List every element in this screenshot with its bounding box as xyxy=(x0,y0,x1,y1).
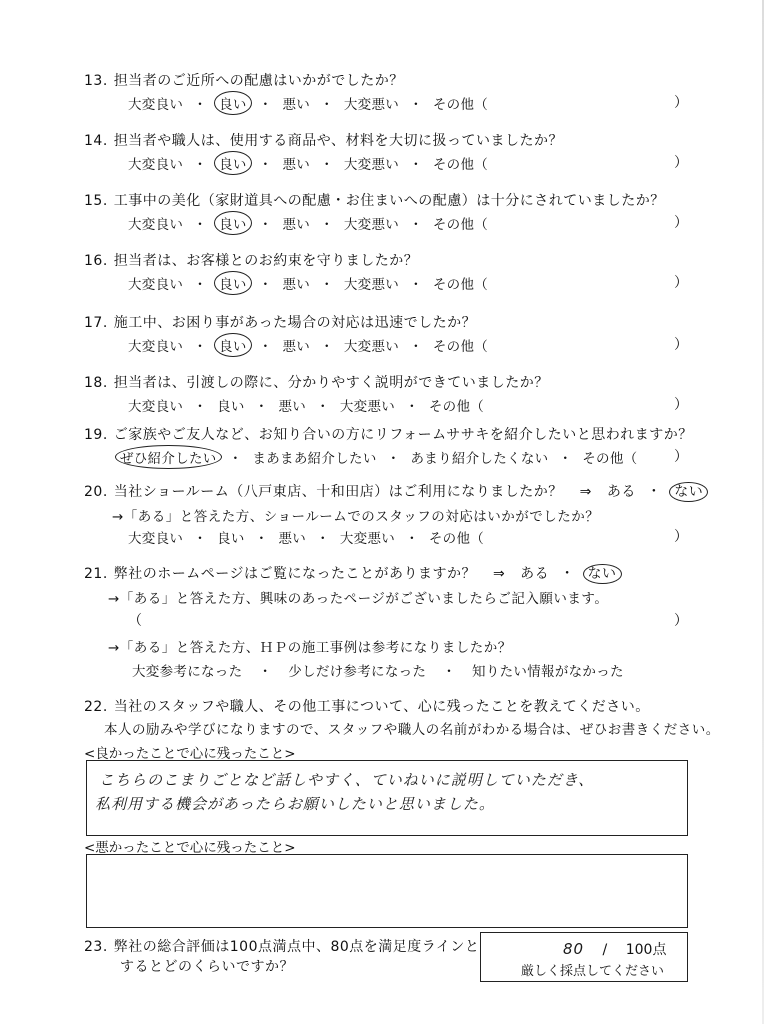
option-very-bad[interactable]: 大変悪い xyxy=(343,217,400,233)
option-slightly-helpful[interactable]: 少しだけ参考になった xyxy=(288,664,427,680)
score-max: 100点 xyxy=(625,942,667,958)
paren-close: ） xyxy=(674,155,688,171)
bad-label: <悪かったことで心に残ったこと> xyxy=(84,840,296,856)
question-text: 工事中の美化（家財道具への配慮・お住まいへの配慮）は十分にされていましたか？ xyxy=(113,193,665,209)
question-16 xyxy=(84,250,418,270)
paren-open: （ xyxy=(128,613,142,629)
option-other[interactable]: その他（ xyxy=(428,399,485,415)
option-good[interactable]: 良い xyxy=(214,271,252,295)
option-good[interactable]: 良い xyxy=(217,531,245,547)
question-number: 15. xyxy=(84,193,108,209)
question-text: 当社のスタッフや職人、その他工事について、心に残ったことを教えてください。 xyxy=(113,699,650,715)
option-other[interactable]: その他（ xyxy=(432,97,489,113)
question-18 xyxy=(84,372,549,392)
option-other[interactable]: その他（ xyxy=(582,451,638,467)
option-no[interactable]: ない xyxy=(669,482,708,502)
option-very-helpful[interactable]: 大変参考になった xyxy=(132,664,243,680)
question-text: 施工中、お困り事があった場合の対応は迅速でしたか？ xyxy=(113,315,477,331)
option-other[interactable]: その他（ xyxy=(428,531,485,547)
score-slash: / xyxy=(602,942,608,958)
option-very-bad[interactable]: 大変悪い xyxy=(339,531,396,547)
option-bad[interactable]: 悪い xyxy=(282,277,311,293)
question-19 xyxy=(84,424,693,444)
question-number: 22. xyxy=(84,699,108,715)
paren-close: ） xyxy=(674,337,688,353)
question-20: 20. 当社ショールーム（八戸東店、十和田店）はご利用になりましたか？ ⇒ ある ・ ない xyxy=(84,481,705,501)
question-21-options: 大変参考になった ・ 少しだけ参考になった ・ 知りたい情報がなかった xyxy=(132,660,624,680)
option-very-good[interactable]: 大変良い xyxy=(128,531,184,547)
option-very-good[interactable]: 大変良い xyxy=(128,97,184,113)
option-somewhat-recommend[interactable]: まあまあ紹介したい xyxy=(252,451,377,467)
option-good[interactable]: 良い xyxy=(214,151,252,175)
question-number: 13. xyxy=(84,73,108,89)
score-value xyxy=(563,939,666,959)
option-good[interactable]: 良い xyxy=(214,91,252,115)
score-note: 厳しく採点してください xyxy=(521,964,665,979)
arrow-icon: ⇒ xyxy=(579,484,592,500)
question-number: 17. xyxy=(84,315,108,331)
option-other[interactable]: その他（ xyxy=(432,277,489,293)
question-number: 21. xyxy=(84,566,108,582)
question-text: 担当者のご近所への配慮はいかがでしたか？ xyxy=(113,73,404,89)
option-very-bad[interactable]: 大変悪い xyxy=(339,399,396,415)
paren-close: ） xyxy=(674,397,688,413)
option-other[interactable]: その他（ xyxy=(432,217,489,233)
question-text: 当社ショールーム（八戸東店、十和田店）はご利用になりましたか？ xyxy=(113,484,563,500)
question-23 xyxy=(84,936,479,956)
option-good[interactable]: 良い xyxy=(214,211,252,235)
question-14 xyxy=(84,130,563,150)
paren-close: ） xyxy=(674,95,688,111)
bad-comment-box[interactable] xyxy=(86,854,688,928)
option-no[interactable]: ない xyxy=(583,564,622,584)
question-15 xyxy=(84,190,665,210)
option-very-bad[interactable]: 大変悪い xyxy=(343,277,400,293)
question-22 xyxy=(84,696,650,716)
question-20-options: 大変良い ・ 良い ・ 悪い ・ 大変悪い ・ その他（ xyxy=(128,527,484,547)
paren-close: ） xyxy=(674,529,688,545)
question-22-sub: 本人の励みや学びになりますので、スタッフや職人の名前がわかる場合は、ぜひお書きください。 xyxy=(104,722,720,738)
question-21-follow-2: →「ある」と答えた方、ＨＰの施工事例は参考になりましたか？ xyxy=(108,640,512,656)
question-number: 20. xyxy=(84,484,108,500)
option-very-bad[interactable]: 大変悪い xyxy=(343,97,400,113)
paren-close: ） xyxy=(674,613,688,629)
question-options: 大変良い ・ 良い ・ 悪い ・ 大変悪い ・ その他（ xyxy=(128,213,488,233)
option-good[interactable]: 良い xyxy=(217,399,245,415)
option-very-good[interactable]: 大変良い xyxy=(128,399,184,415)
option-very-good[interactable]: 大変良い xyxy=(128,157,184,173)
option-bad[interactable]: 悪い xyxy=(282,217,311,233)
good-label: <良かったことで心に残ったこと> xyxy=(84,746,296,762)
option-very-bad[interactable]: 大変悪い xyxy=(343,157,400,173)
paren-close: ） xyxy=(674,275,688,291)
score-handwritten: 80 xyxy=(563,940,585,958)
question-text: 担当者や職人は、使用する商品や、材料を大切に扱っていましたか？ xyxy=(113,133,563,149)
question-20-follow: →「ある」と答えた方、ショールームでのスタッフの対応はいかがでしたか？ xyxy=(112,509,600,525)
question-options: 大変良い ・ 良い ・ 悪い ・ 大変悪い ・ その他（ xyxy=(128,395,484,415)
question-text-1: 弊社の総合評価は100点満点中、80点を満足度ラインと xyxy=(113,939,480,955)
arrow-icon: ⇒ xyxy=(492,566,506,582)
question-options: 大変良い ・ 良い ・ 悪い ・ 大変悪い ・ その他（ xyxy=(128,335,488,355)
question-19-options: ぜひ紹介したい ・ まあまあ紹介したい ・ あまり紹介したくない ・ その他（ xyxy=(118,447,637,467)
scan-edge xyxy=(762,0,764,1024)
option-not-recommend[interactable]: あまり紹介したくない xyxy=(410,451,549,467)
option-good[interactable]: 良い xyxy=(214,333,252,357)
question-number: 16. xyxy=(84,253,108,269)
option-highly-recommend[interactable]: ぜひ紹介したい xyxy=(115,445,222,469)
question-options: 大変良い ・ 良い ・ 悪い ・ 大変悪い ・ その他（ xyxy=(128,93,488,113)
question-21-follow-1: →「ある」と答えた方、興味のあったページがございましたらご記入願います。 xyxy=(108,591,609,607)
question-number: 18. xyxy=(84,375,108,391)
question-23-text-2: するとどのくらいですか？ xyxy=(120,959,294,975)
option-very-bad[interactable]: 大変悪い xyxy=(343,339,400,355)
question-text: 担当者は、お客様とのお約束を守りましたか？ xyxy=(113,253,419,269)
question-number: 14. xyxy=(84,133,108,149)
option-very-good[interactable]: 大変良い xyxy=(128,217,184,233)
option-yes[interactable]: ある xyxy=(606,484,636,500)
question-text: 担当者は、引渡しの際に、分かりやすく説明ができていましたか？ xyxy=(113,375,549,391)
good-comment-box[interactable] xyxy=(86,760,688,836)
option-yes[interactable]: ある xyxy=(520,566,550,582)
option-not-helpful[interactable]: 知りたい情報がなかった xyxy=(472,664,624,680)
option-bad[interactable]: 悪い xyxy=(282,157,311,173)
question-number: 19. xyxy=(84,427,108,443)
option-bad[interactable]: 悪い xyxy=(282,97,311,113)
option-other[interactable]: その他（ xyxy=(432,157,489,173)
paren-close: ） xyxy=(674,449,688,465)
option-very-good[interactable]: 大変良い xyxy=(128,277,184,293)
score-box[interactable] xyxy=(480,932,688,982)
question-17 xyxy=(84,312,476,332)
question-options: 大変良い ・ 良い ・ 悪い ・ 大変悪い ・ その他（ xyxy=(128,273,488,293)
option-other[interactable]: その他（ xyxy=(432,339,489,355)
question-options: 大変良い ・ 良い ・ 悪い ・ 大変悪い ・ その他（ xyxy=(128,153,488,173)
good-comment-line-2: 私利用する機会があったらお願いしたいと思いました。 xyxy=(95,795,495,813)
question-number: 23. xyxy=(84,939,108,955)
question-21: 21. 弊社のホームページはご覧になったことがありますか？ ⇒ ある ・ ない xyxy=(84,563,619,583)
paren-close: ） xyxy=(674,215,688,231)
question-13 xyxy=(84,70,404,90)
option-bad[interactable]: 悪い xyxy=(278,399,307,415)
good-comment-line-1: こちらのこまりごとなど話しやすく、ていねいに説明していただき、 xyxy=(99,771,595,789)
question-text: 弊社のホームページはご覧になったことがありますか？ xyxy=(113,566,476,582)
option-very-good[interactable]: 大変良い xyxy=(128,339,184,355)
option-bad[interactable]: 悪い xyxy=(282,339,311,355)
option-bad[interactable]: 悪い xyxy=(278,531,307,547)
question-text: ご家族やご友人など、お知り合いの方にリフォームササキを紹介したいと思われますか？ xyxy=(113,427,693,443)
